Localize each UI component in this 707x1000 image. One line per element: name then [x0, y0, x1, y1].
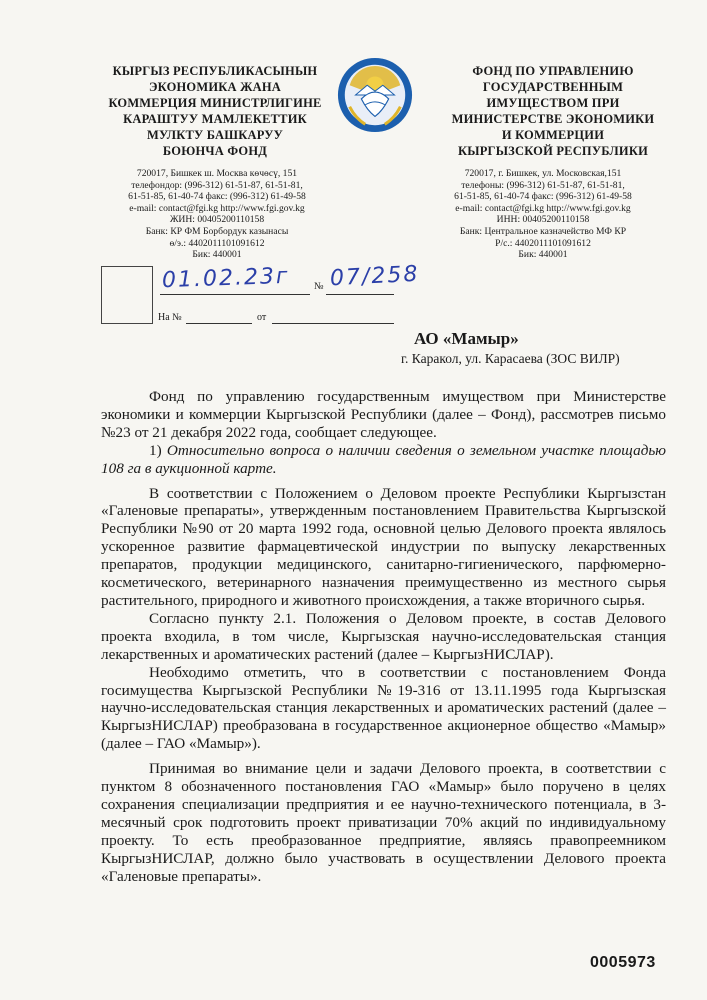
address-line: ЖИН: 00405200110158	[169, 214, 265, 226]
handwritten-registration-number: 07/258	[329, 261, 420, 292]
reference-date-line	[272, 323, 394, 324]
address-line: e-mail: contact@fgi.kg http://www.fgi.gov.kg	[455, 202, 631, 214]
address-line: ИНН: 00405200110158	[496, 214, 590, 226]
recipient-name: АО «Мамыр»	[414, 329, 519, 348]
address-line: Бик: 440001	[192, 249, 242, 261]
handwritten-registration-date: 01.02.23г	[161, 263, 290, 294]
address-block-left	[92, 168, 342, 261]
paragraph-clause-2-1: Согласно пункту 2.1. Положения о Деловом проекте, в состав Делового проекта входила, в том числе, Кыргызская научно-исследовательская станция лекарственных и ароматических растений (далее – КыргызНИСЛАР).	[101, 609, 666, 663]
header-left-line: КЫРГЫЗ РЕСПУБЛИКАСЫНЫН	[112, 64, 318, 78]
reference-number-line	[186, 323, 252, 324]
paragraph-item-1	[101, 442, 666, 478]
header-right-org-name	[428, 63, 678, 159]
address-line: 720017, г. Бишкек, ул. Московская,151	[464, 168, 622, 179]
header-left-line: КОММЕРЦИЯ МИНИСТРЛИГИНЕ	[108, 96, 322, 110]
header-left-line: ЭКОНОМИКА ЖАНА	[148, 80, 282, 94]
header-left-line: МУЛКТУ БАШКАРУУ	[147, 128, 283, 142]
address-line: 61-51-85, 61-40-74 факс: (996-312) 61-49-58	[454, 191, 632, 203]
registration-number-label: №	[314, 281, 324, 292]
address-line: Р/с.: 4402011101091612	[495, 237, 591, 249]
header-right-line: МИНИСТЕРСТВЕ ЭКОНОМИКИ	[451, 112, 655, 126]
address-line: Банк: КР ФМ Борбордук казынасы	[145, 225, 289, 237]
state-emblem-icon	[336, 56, 414, 134]
recipient-address: г. Каракол, ул. Карасаева (ЗОС ВИЛР)	[401, 351, 620, 366]
header-left-org-name	[90, 63, 340, 159]
reference-number-label: На №	[158, 312, 182, 323]
header-left-line: КАРАШТУУ МАМЛЕКЕТТИК	[123, 112, 307, 126]
address-line: Бик: 440001	[518, 249, 568, 261]
header-right-line: ФОНД ПО УПРАВЛЕНИЮ	[472, 64, 634, 78]
address-line: ө/э.: 4402011101091612	[169, 237, 265, 249]
address-line: телефондор: (996-312) 61-51-87, 61-51-81,	[131, 179, 303, 191]
address-line: 720017, Бишкек ш. Москва көчөсү, 151	[136, 168, 298, 179]
number-underline	[326, 294, 394, 295]
document-serial-number: 0005973	[590, 954, 656, 971]
address-line: 61-51-85, 61-40-74 факс: (996-312) 61-49-58	[128, 191, 306, 203]
paragraph-business-project: В соответствии с Положением о Деловом проекте Республики Кыргызстан «Галеновые препараты», утвержденным постановлением Правительства Кыргызской Республики №90 от 20 марта 1992 года, основной целью Делового проекта являлось ускоренное развитие фармацевтической индустрии по выпуску лекарственных препаратов, продукции медицинского, санитарно-гигиенического, парфюмерно-косметического, ветеринарного назначения преимущественно из местного сырья растительного, природного и животного происхождения, а также вторичного сырья.	[101, 484, 666, 609]
item-number: 1)	[149, 441, 167, 459]
header-right-line: ИМУЩЕСТВОМ ПРИ	[486, 96, 620, 110]
paragraph-transformation: Необходимо отметить, что в соответствии с постановлением Фонда госимущества Кыргызской Республики №19-316 от 13.11.1995 года Кыргызская научно-исследовательская станция лекарственных и ароматических растений (далее – КыргызНИСЛАР) преобразована в государственное акционерное общество «Мамыр» (далее – ГАО «Мамыр»).	[101, 663, 666, 753]
letter-body	[101, 388, 666, 892]
date-underline	[160, 294, 310, 295]
header-right-line: ГОСУДАРСТВЕННЫМ	[482, 80, 624, 94]
registration-stamp-box	[101, 266, 153, 324]
address-block-right	[418, 168, 668, 261]
header-left-line: БОЮНЧА ФОНД	[162, 144, 268, 158]
address-line: телефоны: (996-312) 61-51-87, 61-51-81,	[461, 179, 625, 191]
reference-date-label: от	[257, 312, 267, 323]
paragraph-privatization: Принимая во внимание цели и задачи Делового проекта, в соответствии с пунктом 8 обозначенного постановления ГАО «Мамыр» было поручено в целях сохранения специализации предприятия и ее научно-технического потенциала, в 3-месячный срок подготовить проект приватизации 70% акций по индивидуальному проекту. То есть преобразованное предприятие, являясь правопреемником КыргызНИСЛАР, должно было участвовать в осуществлении Делового проекта «Галеновые препараты».	[101, 760, 666, 885]
address-line: e-mail: contact@fgi.kg http://www.fgi.gov.kg	[129, 202, 305, 214]
item-heading: Относительно вопроса о наличии сведения о земельном участке площадью 108 га в аукционной карте.	[101, 441, 667, 477]
paragraph-intro: Фонд по управлению государственным имуществом при Министерстве экономики и коммерции Кыргызской Республики (далее – Фонд), рассмотрев письмо №23 от 21 декабря 2022 года, сообщает следующее.	[101, 388, 666, 441]
address-line: Банк: Центральное казначейство МФ КР	[459, 225, 627, 237]
header-right-line: И КОММЕРЦИИ	[501, 128, 605, 142]
header-right-line: КЫРГЫЗСКОЙ РЕСПУБЛИКИ	[457, 144, 649, 158]
